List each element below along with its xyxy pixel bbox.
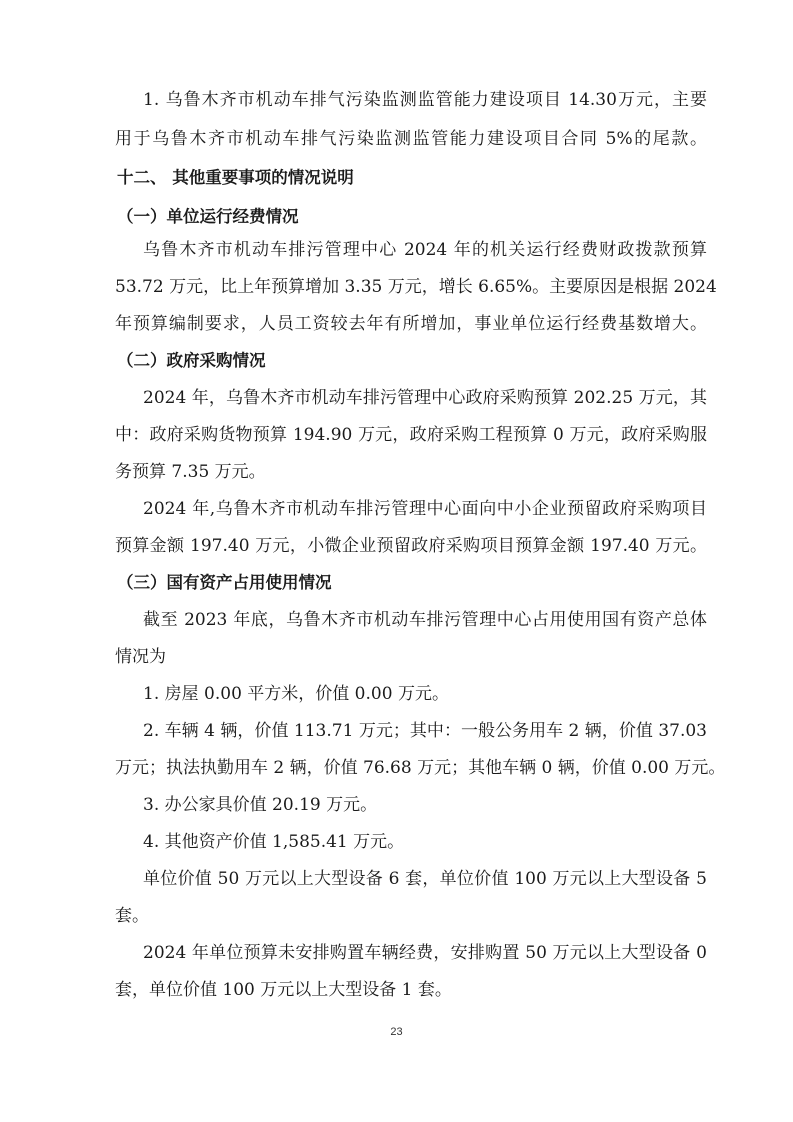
list-item: 4. 其他资产价值 1,585.41 万元。	[143, 832, 405, 852]
paragraph-line: 2024 年,乌鲁木齐市机动车排污管理中心面向中小企业预留政府采购项目	[143, 499, 707, 519]
page-number: 23	[390, 1026, 403, 1038]
paragraph-line: 套。	[115, 906, 149, 926]
paragraph-line: 53.72 万元，比上年预算增加 3.35 万元，增长 6.65%。主要原因是根据 2024	[115, 277, 717, 297]
paragraph-line: 乌鲁木齐市机动车排污管理中心 2024 年的机关运行经费财政拨款预算	[143, 240, 707, 260]
paragraph-line: 单位价值 50 万元以上大型设备 6 套，单位价值 100 万元以上大型设备 5	[143, 869, 707, 889]
list-item: 3. 办公家具价值 20.19 万元。	[143, 795, 378, 815]
paragraph-line: 2024 年单位预算未安排购置车辆经费，安排购置 50 万元以上大型设备 0	[143, 943, 707, 963]
list-item: 2. 车辆 4 辆，价值 113.71 万元；其中：一般公务用车 2 辆，价值 37.03	[143, 721, 707, 741]
paragraph-line: 万元；执法执勤用车 2 辆，价值 76.68 万元；其他车辆 0 辆，价值 0.00 万元。	[115, 758, 726, 778]
paragraph-line: 1. 乌鲁木齐市机动车排气污染监测监管能力建设项目 14.30万元，主要	[143, 90, 707, 110]
paragraph-line: 预算金额 197.40 万元，小微企业预留政府采购项目预算金额 197.40 万元。	[115, 536, 707, 556]
section-heading: 十二、 其他重要事项的情况说明	[117, 168, 354, 187]
paragraph-line: 截至 2023 年底，乌鲁木齐市机动车排污管理中心占用使用国有资产总体	[143, 610, 707, 630]
list-item: 1. 房屋 0.00 平方米，价值 0.00 万元。	[143, 684, 449, 704]
subsection-heading: （二）政府采购情况	[117, 351, 266, 370]
subsection-heading: （三）国有资产占用使用情况	[117, 573, 332, 592]
paragraph-line: 套，单位价值 100 万元以上大型设备 1 套。	[115, 980, 452, 1000]
paragraph-line: 情况为	[115, 647, 166, 667]
paragraph-line: 中：政府采购货物预算 194.90 万元，政府采购工程预算 0 万元，政府采购服	[115, 425, 707, 445]
subsection-heading: （一）单位运行经费情况	[117, 207, 299, 226]
paragraph-line: 务预算 7.35 万元。	[115, 462, 266, 482]
paragraph-line: 2024 年，乌鲁木齐市机动车排污管理中心政府采购预算 202.25 万元，其	[143, 388, 707, 408]
paragraph-line: 用于乌鲁木齐市机动车排气污染监测监管能力建设项目合同 5%的尾款。	[115, 129, 707, 149]
paragraph-line: 年预算编制要求，人员工资较去年有所增加，事业单位运行经费基数增大。	[115, 314, 707, 334]
